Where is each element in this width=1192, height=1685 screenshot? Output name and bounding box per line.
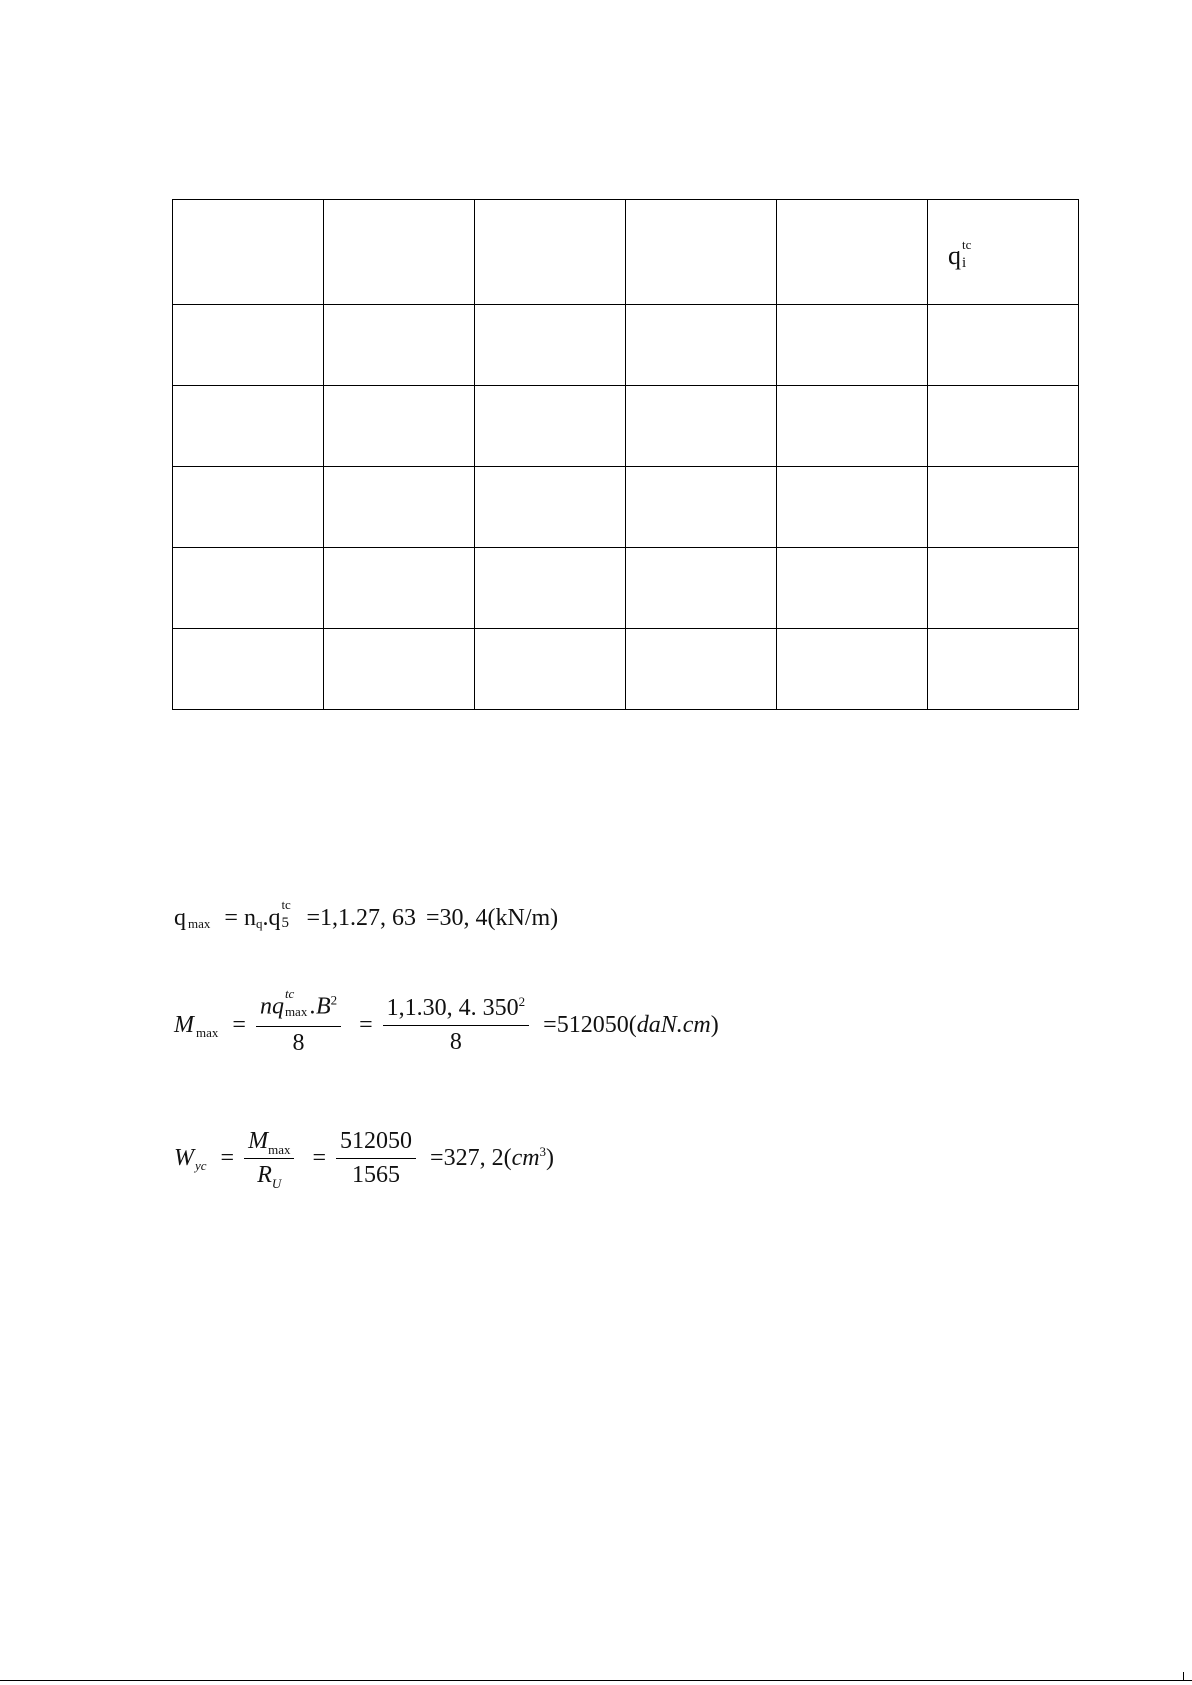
q-superscript: tc [962,237,972,253]
equals-sign: = [312,1144,327,1171]
table-cell [928,467,1079,548]
equals-sign: = [220,1144,235,1171]
formula-values: =1,1.27, 63 [306,904,416,931]
fraction-symbolic [244,1128,294,1191]
equals-sign: = [359,1011,373,1038]
footer-rule [0,1680,1192,1681]
table-header-cell [475,200,626,305]
table-cell [928,548,1079,629]
formula-result: =327, $2(cm^3)$ [430,1143,555,1171]
equals-sign: = [232,1011,246,1038]
q-max-symbol: q [174,904,186,931]
table-cell [173,386,324,467]
fraction-numerator: 1,1.30, 4. $350^2$ [383,995,530,1025]
w-yc-symbol: W [174,1144,194,1171]
formula-result: =512050(daN.cm) [543,1011,719,1038]
table-cell [324,467,475,548]
table-cell [173,467,324,548]
table-cell [324,548,475,629]
table-cell [928,305,1079,386]
formula-q-max [174,898,558,938]
formula-m-max [174,986,719,1060]
table-cell [324,629,475,710]
table-cell [777,467,928,548]
table-header-cell [324,200,475,305]
table-cell [626,629,777,710]
table-cell [928,386,1079,467]
table-header-cell-q [928,200,1079,305]
q-subscript: i [962,255,967,272]
table-header-cell [173,200,324,305]
table-cell [777,548,928,629]
table-cell [777,386,928,467]
data-table [172,199,1079,710]
table-cell [173,629,324,710]
q-max-subscript: max [188,916,211,931]
q-subscript: 5 [281,915,289,931]
footer-tick [1183,1672,1184,1680]
table-row [173,629,1079,710]
table-cell [475,386,626,467]
fraction-numeric [336,1128,416,1188]
m-max-symbol: M [174,1011,194,1038]
q-symbol: .q [262,904,281,931]
fraction-denominator: 8 [449,1028,462,1055]
fraction-numerator: nq tc max $.B^2$ [256,993,341,1027]
table-header-cell [626,200,777,305]
table-cell [324,305,475,386]
table-cell [173,548,324,629]
table-header-row [173,200,1079,305]
fraction-numerator: $M_{max}$ [244,1128,294,1158]
n-symbol: n [243,904,256,931]
m-max-subscript: max [196,1025,219,1040]
n-subscript: q [255,916,263,931]
fraction-symbolic [256,986,341,1057]
table-row [173,548,1079,629]
table-cell [324,386,475,467]
formula-result: =30, 4(kN/m) [425,904,559,931]
table-cell [626,305,777,386]
table-cell [475,629,626,710]
equals-sign: = [224,904,238,931]
table-cell [475,305,626,386]
table-cell [777,305,928,386]
table-row [173,386,1079,467]
fraction-denominator: 8 [292,1030,305,1057]
table-cell [626,386,777,467]
fraction-denominator: 1565 [352,1161,401,1188]
q-superscript: tc [281,897,291,912]
q-symbol: q [948,240,961,270]
table-cell [626,548,777,629]
table-cell [928,629,1079,710]
table-row [173,305,1079,386]
fraction-denominator: $R_U$ [257,1161,282,1191]
fraction-numeric [383,995,530,1055]
formula-w-yc [174,1118,554,1198]
table-cell [475,548,626,629]
fraction-numerator: 512050 [336,1128,416,1158]
table-cell [173,305,324,386]
table-header-cell [777,200,928,305]
table-cell [475,467,626,548]
table-cell [777,629,928,710]
table-cell [626,467,777,548]
table-row [173,467,1079,548]
w-yc-subscript: yc [195,1158,207,1173]
